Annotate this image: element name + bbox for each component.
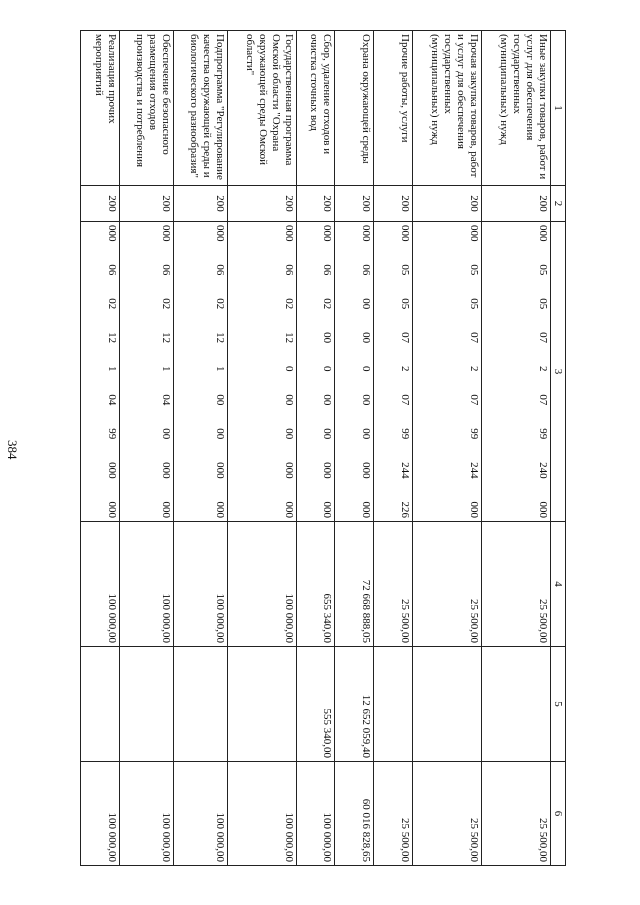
code-part: 000 <box>360 225 373 242</box>
table-row <box>374 31 413 866</box>
row-code <box>481 222 550 522</box>
row-code <box>173 222 227 522</box>
row-col4: 100 000,00 <box>119 522 173 647</box>
row-col6: 100 000,00 <box>173 762 227 866</box>
column-header: 2 <box>550 186 565 222</box>
code-part: 000 <box>159 225 172 242</box>
code-part: 2 <box>536 366 549 372</box>
code-part: 000 <box>536 225 549 242</box>
code-part: 000 <box>105 501 118 518</box>
code-part: 000 <box>360 501 373 518</box>
row-col4: 25 500,00 <box>374 522 413 647</box>
code-part: 99 <box>398 428 411 440</box>
row-col2: 200 <box>374 186 413 222</box>
code-part: 00 <box>213 428 226 440</box>
row-col6: 100 000,00 <box>81 762 120 866</box>
code-part: 07 <box>398 332 411 344</box>
code-part: 06 <box>321 264 334 276</box>
code-part: 07 <box>536 332 549 344</box>
code-part: 07 <box>536 394 549 406</box>
row-col6: 100 000,00 <box>296 762 335 866</box>
column-header: 3 <box>550 222 565 522</box>
code-part: 05 <box>536 298 549 310</box>
code-part: 12 <box>282 332 295 344</box>
row-name: Иные закупки товаров, работ и услуг для обеспечения государственных (муниципальных) нужд <box>481 31 550 186</box>
row-col2: 200 <box>227 186 296 222</box>
code-part: 00 <box>282 394 295 406</box>
row-name: Государственная программа Омской области "Охрана окружающей среды Омской области" <box>227 31 296 186</box>
row-col6: 25 500,00 <box>374 762 413 866</box>
code-part: 12 <box>213 332 226 344</box>
row-code <box>374 222 413 522</box>
code-part: 00 <box>321 394 334 406</box>
code-part: 06 <box>360 264 373 276</box>
code-part: 07 <box>467 332 480 344</box>
row-col6: 100 000,00 <box>119 762 173 866</box>
code-part: 00 <box>321 428 334 440</box>
code-part: 05 <box>467 264 480 276</box>
code-part: 000 <box>105 225 118 242</box>
row-col5 <box>412 647 481 762</box>
code-part: 000 <box>282 501 295 518</box>
row-col4: 655 340,00 <box>296 522 335 647</box>
code-part: 06 <box>282 264 295 276</box>
code-part: 000 <box>213 501 226 518</box>
code-part: 06 <box>105 264 118 276</box>
row-col4: 100 000,00 <box>227 522 296 647</box>
code-part: 000 <box>360 462 373 479</box>
code-part: 05 <box>536 264 549 276</box>
row-name: Реализация прочих мероприятий <box>81 31 120 186</box>
row-col5 <box>374 647 413 762</box>
code-part: 000 <box>213 462 226 479</box>
code-part: 000 <box>159 501 172 518</box>
code-part: 226 <box>398 501 411 518</box>
row-code <box>412 222 481 522</box>
code-part: 000 <box>467 501 480 518</box>
code-part: 99 <box>536 428 549 440</box>
code-part: 000 <box>282 462 295 479</box>
code-part: 000 <box>321 501 334 518</box>
header-row <box>550 31 565 866</box>
row-code <box>119 222 173 522</box>
code-part: 244 <box>467 462 480 479</box>
code-part: 02 <box>213 298 226 310</box>
code-part: 05 <box>467 298 480 310</box>
row-col6: 60 016 828,65 <box>335 762 374 866</box>
code-part: 99 <box>105 428 118 440</box>
row-col4: 100 000,00 <box>81 522 120 647</box>
row-col4: 100 000,00 <box>173 522 227 647</box>
code-part: 2 <box>398 366 411 372</box>
code-part: 000 <box>213 225 226 242</box>
code-part: 00 <box>360 332 373 344</box>
row-col2: 200 <box>335 186 374 222</box>
code-part: 0 <box>321 366 334 372</box>
code-part: 0 <box>360 366 373 372</box>
table-row <box>481 31 550 866</box>
row-name: Прочие работы, услуги <box>374 31 413 186</box>
code-part: 00 <box>360 394 373 406</box>
code-part: 00 <box>282 428 295 440</box>
code-part: 00 <box>321 332 334 344</box>
table-row <box>119 31 173 866</box>
code-part: 1 <box>105 366 118 372</box>
row-col5 <box>173 647 227 762</box>
row-name: Подпрограмма "Регулирование качества окружающей среды и биологического разнообразия" <box>173 31 227 186</box>
code-part: 06 <box>213 264 226 276</box>
code-part: 00 <box>213 394 226 406</box>
row-name: Охрана окружающей среды <box>335 31 374 186</box>
code-part: 05 <box>398 298 411 310</box>
code-part: 12 <box>159 332 172 344</box>
code-part: 00 <box>159 428 172 440</box>
table-row <box>296 31 335 866</box>
row-col6: 25 500,00 <box>412 762 481 866</box>
code-part: 000 <box>467 225 480 242</box>
code-part: 02 <box>159 298 172 310</box>
code-part: 000 <box>159 462 172 479</box>
column-header: 5 <box>550 647 565 762</box>
code-part: 12 <box>105 332 118 344</box>
code-part: 000 <box>398 225 411 242</box>
table-row <box>81 31 120 866</box>
code-part: 000 <box>536 501 549 518</box>
row-col6: 100 000,00 <box>227 762 296 866</box>
table-row <box>412 31 481 866</box>
row-col4: 25 500,00 <box>481 522 550 647</box>
row-col5: 555 340,00 <box>296 647 335 762</box>
table-row <box>335 31 374 866</box>
row-col5 <box>481 647 550 762</box>
row-code <box>296 222 335 522</box>
code-part: 000 <box>321 225 334 242</box>
code-part: 240 <box>536 462 549 479</box>
budget-table-wrapper <box>80 30 566 865</box>
row-col2: 200 <box>412 186 481 222</box>
row-col2: 200 <box>81 186 120 222</box>
code-part: 05 <box>398 264 411 276</box>
row-name: Сбор, удаление отходов и очистка сточных вод <box>296 31 335 186</box>
code-part: 000 <box>105 462 118 479</box>
code-part: 000 <box>282 225 295 242</box>
row-col5 <box>119 647 173 762</box>
row-code <box>335 222 374 522</box>
code-part: 04 <box>105 394 118 406</box>
row-code <box>227 222 296 522</box>
row-col6: 25 500,00 <box>481 762 550 866</box>
code-part: 0 <box>282 366 295 372</box>
row-col5: 12 652 059,40 <box>335 647 374 762</box>
table-row <box>227 31 296 866</box>
row-col4: 25 500,00 <box>412 522 481 647</box>
code-part: 000 <box>321 462 334 479</box>
column-header: 1 <box>550 31 565 186</box>
code-part: 99 <box>467 428 480 440</box>
code-part: 06 <box>159 264 172 276</box>
row-col5 <box>227 647 296 762</box>
row-col2: 200 <box>173 186 227 222</box>
code-part: 1 <box>159 366 172 372</box>
code-part: 02 <box>321 298 334 310</box>
code-part: 244 <box>398 462 411 479</box>
budget-table <box>80 30 566 866</box>
row-col5 <box>81 647 120 762</box>
column-header: 4 <box>550 522 565 647</box>
row-col2: 200 <box>481 186 550 222</box>
code-part: 00 <box>360 298 373 310</box>
table-row <box>173 31 227 866</box>
code-part: 2 <box>467 366 480 372</box>
column-header: 6 <box>550 762 565 866</box>
code-part: 04 <box>159 394 172 406</box>
row-code <box>81 222 120 522</box>
code-part: 02 <box>282 298 295 310</box>
row-col2: 200 <box>119 186 173 222</box>
row-name: Обеспечение безопасного размещения отходов производства и потребления <box>119 31 173 186</box>
code-part: 02 <box>105 298 118 310</box>
code-part: 07 <box>398 394 411 406</box>
page-number: 384 <box>5 440 20 460</box>
code-part: 1 <box>213 366 226 372</box>
code-part: 00 <box>360 428 373 440</box>
row-col4: 72 668 888,05 <box>335 522 374 647</box>
row-col2: 200 <box>296 186 335 222</box>
code-part: 07 <box>467 394 480 406</box>
row-name: Прочая закупка товаров, работ и услуг для обеспечения государственных (муниципальных) нужд <box>412 31 481 186</box>
